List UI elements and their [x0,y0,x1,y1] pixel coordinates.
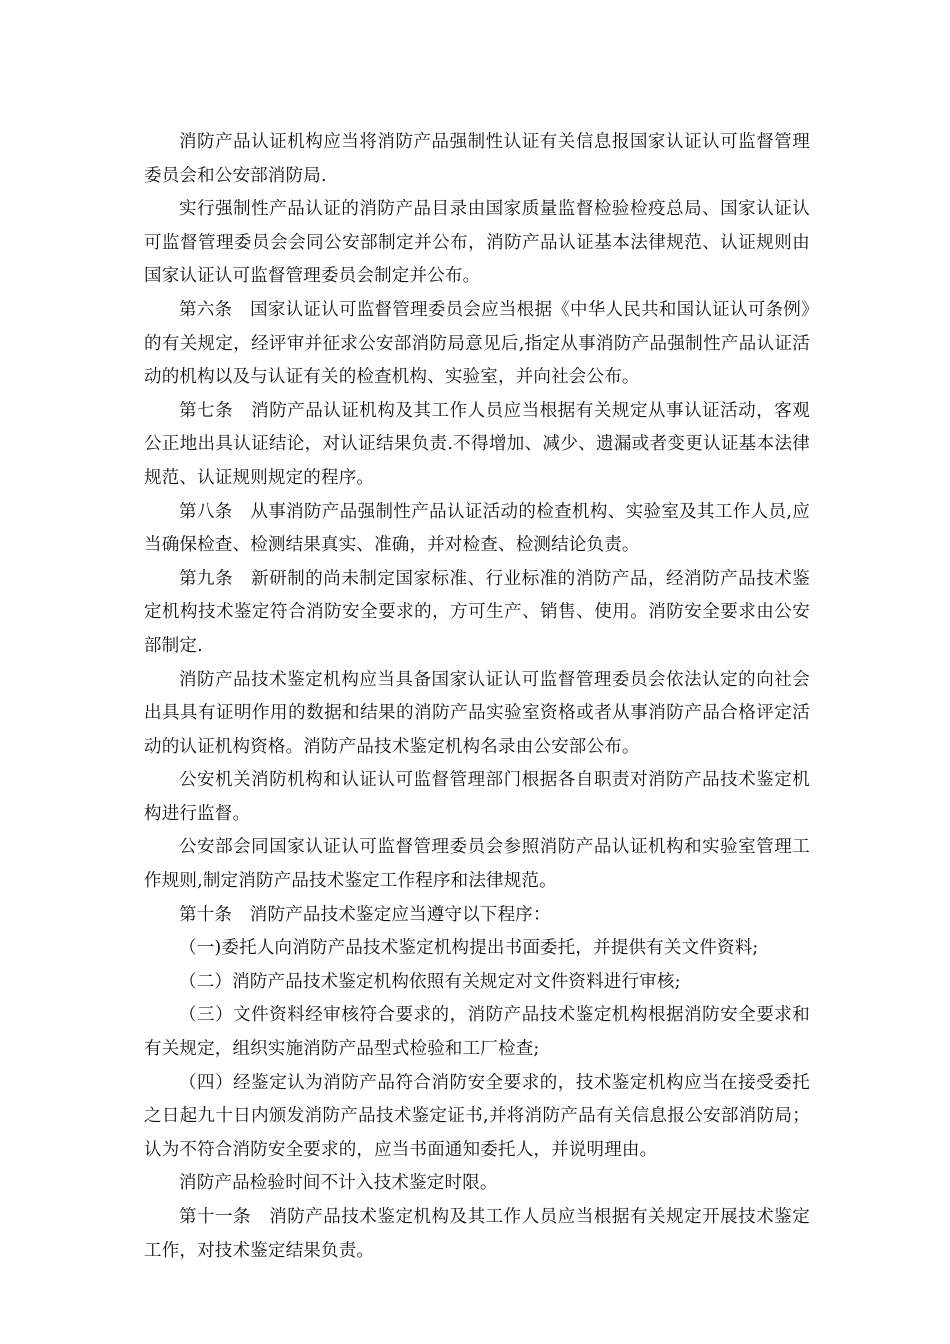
procedure-item-2: （二）消防产品技术鉴定机构依照有关规定对文件资料进行审核; [179,971,681,992]
paragraph-15: 消防产品检验时间不计入技术鉴定时限。 [179,1173,498,1194]
article-11-paragraph: 第十一条 消防产品技术鉴定机构及其工作人员应当根据有关规定开展技术鉴定工作，对技术鉴定结果负责。 [144,1207,810,1261]
paragraph-2: 实行强制性产品认证的消防产品目录由国家质量监督检验检疫总局、国家认证认可监督管理委员会会同公安部制定并公布，消防产品认证基本法律规范、认证规则由国家认证认可监督管理委员会制定并公布。 [144,199,810,287]
article-6-paragraph: 第六条 国家认证认可监督管理委员会应当根据《中华人民共和国认证认可条例》的有关规定，经评审并征求公安部消防局意见后,指定从事消防产品强制性产品认证活动的机构以及与认证有关的检查机构、实验室，并向社会公布。 [144,299,810,388]
document-page [144,126,810,1268]
procedure-item-3: （三）文件资料经审核符合要求的，消防产品技术鉴定机构根据消防安全要求和有关规定，组织实施消防产品型式检验和工厂检查; [144,1005,810,1060]
paragraph-9: 公安部会同国家认证认可监督管理委员会参照消防产品认证机构和实验室管理工作规则,制定消防产品技术鉴定工作程序和法律规范。 [144,837,810,892]
article-10-paragraph: 第十条 消防产品技术鉴定应当遵守以下程序： [179,904,551,925]
procedure-item-4: （四）经鉴定认为消防产品符合消防安全要求的，技术鉴定机构应当在接受委托之日起九十日内颁发消防产品技术鉴定证书,并将消防产品有关信息报公安部消防局；认为不符合消防安全要求的，应当书面通知委托人，并说明理由。 [144,1072,810,1160]
article-9-paragraph: 第九条 新研制的尚未制定国家标准、行业标准的消防产品，经消防产品技术鉴定机构技术鉴定符合消防安全要求的，方可生产、销售、使用。消防安全要求由公安部制定. [144,568,810,656]
procedure-item-1: （一)委托人向消防产品技术鉴定机构提出书面委托，并提供有关文件资料; [179,938,759,959]
paragraph-1: 消防产品认证机构应当将消防产品强制性认证有关信息报国家认证认可监督管理委员会和公安部消防局. [144,132,810,186]
article-8-paragraph: 第八条 从事消防产品强制性产品认证活动的检查机构、实验室及其工作人员,应当确保检查、检测结果真实、准确，并对检查、检测结论负责。 [144,501,810,556]
paragraph-8: 公安机关消防机构和认证认可监督管理部门根据各自职责对消防产品技术鉴定机构进行监督。 [144,770,810,824]
paragraph-7: 消防产品技术鉴定机构应当具备国家认证认可监督管理委员会依法认定的向社会出具具有证明作用的数据和结果的消防产品实验室资格或者从事消防产品合格评定活动的认证机构资格。消防产品技术鉴定机构名录由公安部公布。 [144,669,810,757]
article-7-paragraph: 第七条 消防产品认证机构及其工作人员应当根据有关规定从事认证活动，客观公正地出具认证结论，对认证结果负责.不得增加、减少、遗漏或者变更认证基本法律规范、认证规则规定的程序。 [144,400,810,488]
